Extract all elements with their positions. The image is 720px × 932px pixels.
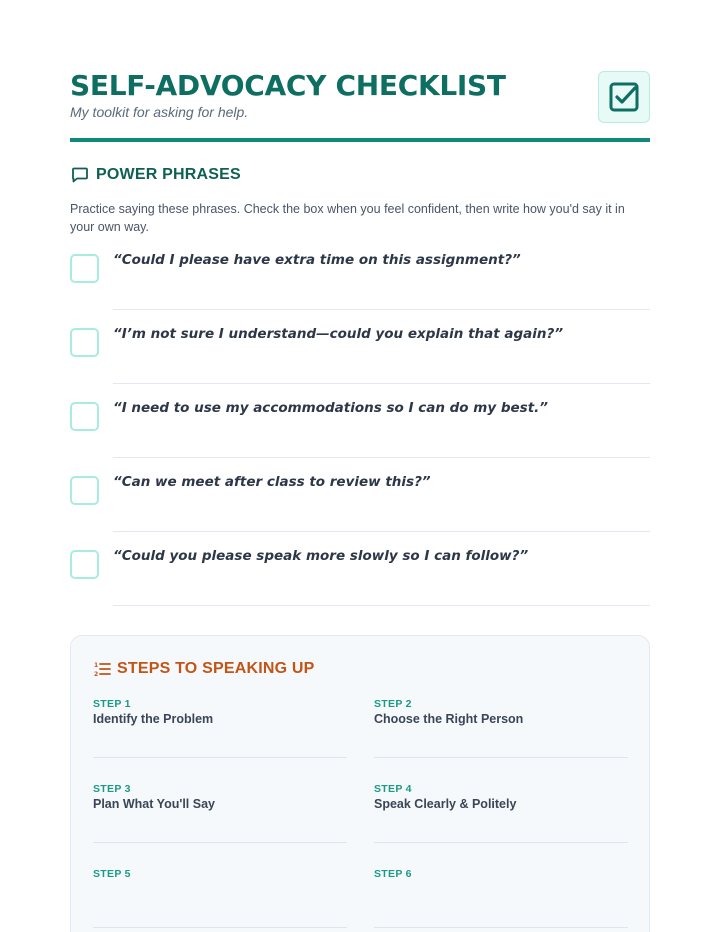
phrase-text: “I need to use my accommodations so I can do my best.” [113,400,548,416]
svg-text:1: 1 [94,662,99,669]
steps-panel [70,635,650,932]
phrase-write-line[interactable] [113,309,650,310]
power-phrases-title: POWER PHRASES [96,166,241,183]
step-card [93,783,347,843]
page-header [70,70,650,142]
phrase-checkbox[interactable] [70,402,99,431]
phrase-text: “Could I please have extra time on this assignment?” [113,252,521,268]
page-title: SELF-ADVOCACY CHECKLIST [70,69,506,102]
step-name: Speak Clearly & Politely [374,797,517,811]
steps-heading [93,660,315,678]
page-subtitle: My toolkit for asking for help. [70,104,249,120]
svg-text:2: 2 [94,671,99,678]
power-phrases-heading [70,164,241,186]
step-number: STEP 1 [93,698,131,710]
step-number: STEP 5 [93,868,131,880]
step-number: STEP 3 [93,783,131,795]
phrase-write-line[interactable] [113,605,650,606]
step-name: Plan What You'll Say [93,797,215,811]
step-number: STEP 6 [374,868,412,880]
steps-title: STEPS TO SPEAKING UP [117,660,315,677]
step-card [93,868,347,928]
phrase-text: “Can we meet after class to review this?” [113,474,431,490]
phrase-checkbox[interactable] [70,254,99,283]
phrase-checkbox[interactable] [70,476,99,505]
phrase-write-line[interactable] [113,457,650,458]
power-phrases-intro: Practice saying these phrases. Check the box when you feel confident, then write how you'd say it in your own way. [70,202,625,234]
step-card [374,783,628,843]
phrase-item [70,252,650,326]
speech-bubble-icon [70,165,90,185]
phrase-write-line[interactable] [113,531,650,532]
phrase-item [70,474,650,548]
phrase-item [70,400,650,474]
step-card [93,698,347,758]
phrase-write-line[interactable] [113,383,650,384]
checkbox-check-icon [598,71,650,123]
step-card [374,868,628,928]
numbered-list-icon [93,660,111,678]
step-name: Choose the Right Person [374,712,524,726]
phrase-list [70,252,650,622]
step-number: STEP 2 [374,698,412,710]
phrase-item [70,326,650,400]
phrase-checkbox[interactable] [70,550,99,579]
step-card [374,698,628,758]
step-number: STEP 4 [374,783,412,795]
step-name: Identify the Problem [93,712,214,726]
phrase-checkbox[interactable] [70,328,99,357]
phrase-text: “I’m not sure I understand—could you explain that again?” [113,326,564,342]
phrase-item [70,548,650,622]
phrase-text: “Could you please speak more slowly so I can follow?” [113,548,529,564]
